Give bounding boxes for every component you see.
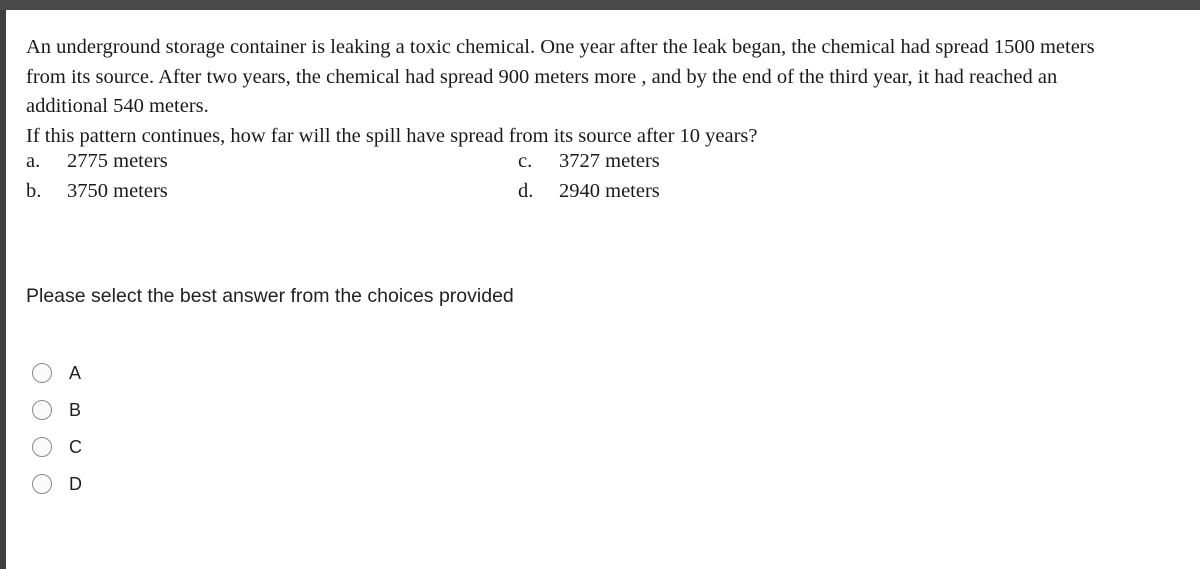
question-line: from its source. After two years, the chemical had spread 900 meters more , and by the end of the third year, it had reached an <box>26 65 1058 88</box>
option-b[interactable] <box>32 399 152 425</box>
option-label: A <box>69 363 82 383</box>
option-d[interactable] <box>32 473 152 499</box>
choice-letter: d. <box>518 180 534 202</box>
question-text <box>26 33 1200 151</box>
choice-letter: b. <box>26 180 42 202</box>
question-line: If this pattern continues, how far will the spill have spread from its source after 10 years? <box>26 124 758 147</box>
option-label: C <box>69 437 82 457</box>
choice-letter: a. <box>26 150 41 172</box>
choice-value: 3727 meters <box>559 150 660 172</box>
choice-value: 2775 meters <box>67 150 168 172</box>
top-border <box>0 0 1200 10</box>
choice-value: 2940 meters <box>559 180 660 202</box>
option-label: B <box>69 400 82 420</box>
radio-button[interactable] <box>32 363 52 383</box>
instruction-text: Please select the best answer from the choices provided <box>26 285 514 307</box>
answer-choices <box>26 150 726 210</box>
radio-button[interactable] <box>32 400 52 420</box>
question-line: An underground storage container is leaking a toxic chemical. One year after the leak began, the chemical had spread 1500 meters <box>26 36 1095 58</box>
option-label: D <box>69 474 82 494</box>
radio-button[interactable] <box>32 437 52 457</box>
option-c[interactable] <box>32 436 152 462</box>
choice-value: 3750 meters <box>67 180 168 202</box>
question-line: additional 540 meters. <box>26 95 209 117</box>
left-border <box>0 10 6 569</box>
option-a[interactable] <box>32 362 152 388</box>
choice-letter: c. <box>518 150 533 172</box>
radio-button[interactable] <box>32 474 52 494</box>
